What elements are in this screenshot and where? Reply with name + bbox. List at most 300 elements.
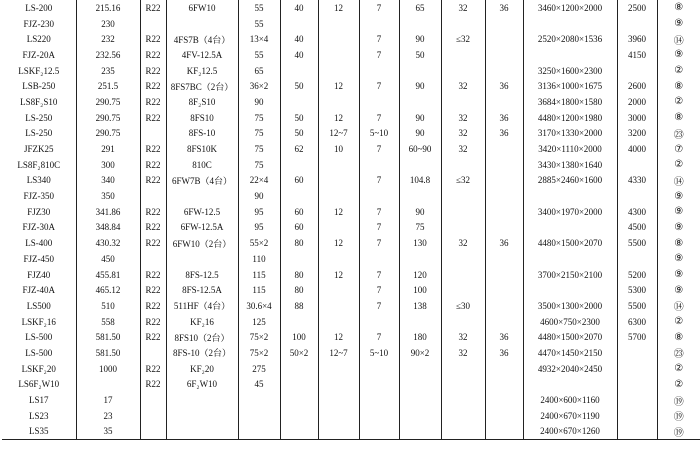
model-cell: LS-250 (2, 126, 76, 142)
col7-cell (318, 298, 359, 314)
col6-cell (280, 377, 318, 393)
col9-cell: 130 (399, 235, 441, 251)
capacity-cell: 35 (76, 424, 140, 440)
col9-cell: 100 (399, 282, 441, 298)
dimensions-cell: 3700×2150×2100 (523, 267, 617, 283)
model-cell: LS-500 (2, 345, 76, 361)
col10-cell (441, 94, 485, 110)
col9-cell: 138 (399, 298, 441, 314)
table-row (2, 141, 700, 157)
col9-cell (399, 16, 441, 32)
table-body (2, 0, 700, 440)
col7-cell (318, 16, 359, 32)
refrigerant-cell (140, 16, 166, 32)
model-cell: LS-250 (2, 110, 76, 126)
compressor-cell: 8FS-12.5 (166, 267, 238, 283)
col7-cell (318, 282, 359, 298)
col11-cell: 36 (485, 126, 523, 142)
col10-cell (441, 63, 485, 79)
col6-cell (280, 188, 318, 204)
weight-cell: 4000 (617, 141, 657, 157)
refrigerant-cell: R22 (140, 110, 166, 126)
note-cell: ⑭ (673, 176, 684, 188)
table-row (2, 78, 700, 94)
col6-cell (280, 16, 318, 32)
note-cell: ⑨ (674, 253, 684, 265)
capacity-cell: 340 (76, 173, 140, 189)
compressor-cell: 6FW-12.5A (166, 220, 238, 236)
col10-cell (441, 47, 485, 63)
table-row (2, 298, 700, 314)
col11-cell (485, 220, 523, 236)
col6-cell (280, 94, 318, 110)
col10-cell: ≤32 (441, 31, 485, 47)
capacity-cell: 17 (76, 392, 140, 408)
col11-cell (485, 47, 523, 63)
compressor-cell: 511HF（4台） (166, 298, 238, 314)
col9-cell (399, 377, 441, 393)
model-cell: FJZ-30A (2, 220, 76, 236)
note-cell: ⑲ (657, 424, 700, 440)
col7-cell: 12 (318, 204, 359, 220)
model-cell: FJZ-20A (2, 47, 76, 63)
weight-cell (617, 408, 657, 424)
table-row (2, 126, 700, 142)
col6-cell (280, 63, 318, 79)
table-row (2, 345, 700, 361)
col8-cell: 7 (359, 267, 399, 283)
col10-cell: 32 (441, 0, 485, 16)
col8-cell (359, 314, 399, 330)
power-cell: 115 (238, 267, 280, 283)
capacity-cell: 350 (76, 188, 140, 204)
power-cell: 45 (238, 377, 280, 393)
col11-cell (485, 377, 523, 393)
power-cell: 30.6×4 (238, 298, 280, 314)
weight-cell (617, 361, 657, 377)
weight-cell: 3960 (617, 31, 657, 47)
table-row (2, 157, 700, 173)
col11-cell (485, 314, 523, 330)
compressor-cell: 6FW10 (166, 0, 238, 16)
col6-cell (280, 157, 318, 173)
weight-cell: 5300 (617, 282, 657, 298)
compressor-cell: 6F₂W10 (166, 377, 238, 393)
dimensions-cell: 3460×1200×2000 (523, 0, 617, 16)
compressor-cell: 8F₂S10 (166, 94, 238, 110)
refrigerant-cell (140, 408, 166, 424)
refrigerant-cell: R22 (140, 31, 166, 47)
dimensions-cell: 3250×1600×2300 (523, 63, 617, 79)
weight-cell: 3200 (617, 126, 657, 142)
col10-cell (441, 157, 485, 173)
table-row (2, 377, 700, 393)
weight-cell (617, 424, 657, 440)
table-row (2, 314, 700, 330)
col8-cell (359, 361, 399, 377)
col7-cell: 12 (318, 267, 359, 283)
table-row (2, 173, 700, 189)
weight-cell: 3000 (617, 110, 657, 126)
capacity-cell: 215.16 (76, 0, 140, 16)
model-cell: LS340 (2, 173, 76, 189)
col9-cell: 104.8 (399, 173, 441, 189)
model-cell: JFZK25 (2, 141, 76, 157)
capacity-cell: 232 (76, 31, 140, 47)
note-cell: ⑨ (674, 269, 684, 281)
table-row (2, 47, 700, 63)
power-cell: 22×4 (238, 173, 280, 189)
col7-cell (318, 94, 359, 110)
col8-cell: 7 (359, 47, 399, 63)
model-cell: LSKF₂12.5 (2, 63, 76, 79)
model-cell: FJZ-350 (2, 188, 76, 204)
col7-cell: 12~7 (318, 126, 359, 142)
power-cell: 75 (238, 157, 280, 173)
capacity-cell: 455.81 (76, 267, 140, 283)
col7-cell: 12 (318, 329, 359, 345)
col10-cell (441, 361, 485, 377)
model-cell: LS23 (2, 408, 76, 424)
capacity-cell: 558 (76, 314, 140, 330)
col9-cell (399, 157, 441, 173)
note-cell: ⑧ (674, 80, 684, 92)
col6-cell: 80 (280, 267, 318, 283)
capacity-cell: 341.86 (76, 204, 140, 220)
col8-cell (359, 188, 399, 204)
col7-cell (318, 157, 359, 173)
model-cell: LS-400 (2, 235, 76, 251)
col10-cell: 32 (441, 126, 485, 142)
model-cell: FJZ-40A (2, 282, 76, 298)
note-cell: ⑨ (674, 221, 684, 233)
col10-cell (441, 282, 485, 298)
table-row (2, 251, 700, 267)
col10-cell: 32 (441, 141, 485, 157)
power-cell: 65 (238, 63, 280, 79)
model-cell: LS220 (2, 31, 76, 47)
weight-cell (617, 157, 657, 173)
note-cell: ② (674, 363, 684, 375)
refrigerant-cell: R22 (140, 298, 166, 314)
note-cell: ⑨ (674, 49, 684, 61)
dimensions-cell: 3400×1970×2000 (523, 204, 617, 220)
dimensions-cell (523, 16, 617, 32)
col8-cell (359, 251, 399, 267)
col10-cell (441, 16, 485, 32)
capacity-cell: 510 (76, 298, 140, 314)
col8-cell: 7 (359, 220, 399, 236)
col11-cell (485, 251, 523, 267)
model-cell: LS8F₂810C (2, 157, 76, 173)
note-cell: ⑲ (673, 396, 684, 408)
model-cell: LS17 (2, 392, 76, 408)
note-cell: ② (674, 65, 684, 77)
refrigerant-cell: R22 (140, 314, 166, 330)
power-cell: 125 (238, 314, 280, 330)
dimensions-cell: 4480×1200×1980 (523, 110, 617, 126)
col9-cell: 65 (399, 0, 441, 16)
col7-cell: 12 (318, 78, 359, 94)
power-cell: 55 (238, 47, 280, 63)
refrigerant-cell (140, 424, 166, 440)
col10-cell: 32 (441, 345, 485, 361)
dimensions-cell: 3500×1300×2000 (523, 298, 617, 314)
col10-cell: 32 (441, 110, 485, 126)
capacity-cell: 290.75 (76, 94, 140, 110)
refrigerant-cell: R22 (140, 47, 166, 63)
model-cell: LS-200 (2, 0, 76, 16)
dimensions-cell: 4600×750×2300 (523, 314, 617, 330)
col9-cell (399, 392, 441, 408)
col10-cell (441, 188, 485, 204)
col8-cell: 7 (359, 110, 399, 126)
col11-cell (485, 31, 523, 47)
col10-cell: 32 (441, 78, 485, 94)
power-cell: 55×2 (238, 235, 280, 251)
col7-cell: 12 (318, 110, 359, 126)
col7-cell: 12 (318, 235, 359, 251)
refrigerant-cell (140, 188, 166, 204)
model-cell: FJZ-450 (2, 251, 76, 267)
col9-cell: 90 (399, 110, 441, 126)
model-cell: LS6F₂W10 (2, 377, 76, 393)
model-cell: FJZ-230 (2, 16, 76, 32)
compressor-cell: 8FS-10 (166, 126, 238, 142)
power-cell: 75×2 (238, 329, 280, 345)
model-cell: LS500 (2, 298, 76, 314)
refrigerant-cell: R22 (140, 0, 166, 16)
col8-cell (359, 16, 399, 32)
compressor-cell: 8FS10（2台） (166, 329, 238, 345)
note-cell: ⑨ (674, 206, 684, 218)
dimensions-cell: 4470×1450×2150 (523, 345, 617, 361)
col7-cell (318, 377, 359, 393)
table-row (2, 267, 700, 283)
table-row (2, 408, 700, 424)
col6-cell: 40 (280, 31, 318, 47)
col11-cell (485, 173, 523, 189)
col9-cell: 50 (399, 47, 441, 63)
col7-cell (318, 408, 359, 424)
capacity-cell: 581.50 (76, 329, 140, 345)
dimensions-cell: 2400×600×1160 (523, 392, 617, 408)
capacity-cell: 230 (76, 16, 140, 32)
compressor-cell: 8FS10 (166, 110, 238, 126)
weight-cell: 2500 (617, 0, 657, 16)
compressor-cell: 8FS10K (166, 141, 238, 157)
col8-cell: 7 (359, 235, 399, 251)
col9-cell (399, 408, 441, 424)
weight-cell: 5500 (617, 235, 657, 251)
col6-cell: 100 (280, 329, 318, 345)
col9-cell (399, 361, 441, 377)
note-cell: ㉓ (673, 129, 684, 141)
note-cell: ⑧ (674, 237, 684, 249)
capacity-cell (76, 377, 140, 393)
power-cell (238, 392, 280, 408)
power-cell: 275 (238, 361, 280, 377)
model-cell: LSB-250 (2, 78, 76, 94)
col10-cell (441, 424, 485, 440)
col10-cell: 32 (441, 329, 485, 345)
col10-cell: ≤30 (441, 298, 485, 314)
col6-cell: 88 (280, 298, 318, 314)
compressor-cell: KF₂16 (166, 314, 238, 330)
refrigerant-cell: R22 (140, 361, 166, 377)
model-cell: LS8F₂S10 (2, 94, 76, 110)
col10-cell (441, 267, 485, 283)
refrigerant-cell (140, 126, 166, 142)
weight-cell (617, 392, 657, 408)
note-cell: ⑲ (673, 412, 684, 424)
col6-cell (280, 392, 318, 408)
weight-cell (617, 16, 657, 32)
col10-cell: ≤32 (441, 173, 485, 189)
weight-cell (617, 345, 657, 361)
col9-cell (399, 188, 441, 204)
dimensions-cell (523, 188, 617, 204)
col9-cell: 90 (399, 204, 441, 220)
note-cell: ⑧ (674, 2, 684, 14)
col6-cell: 60 (280, 204, 318, 220)
dimensions-cell: 3420×1110×2000 (523, 141, 617, 157)
table-row (2, 31, 700, 47)
compressor-cell (166, 424, 238, 440)
note-cell: ⑨ (674, 284, 684, 296)
col6-cell: 40 (280, 47, 318, 63)
col11-cell (485, 188, 523, 204)
col7-cell: 10 (318, 141, 359, 157)
col10-cell (441, 377, 485, 393)
capacity-cell: 348.84 (76, 220, 140, 236)
col11-cell (485, 63, 523, 79)
weight-cell (617, 377, 657, 393)
weight-cell: 6300 (617, 314, 657, 330)
col11-cell (485, 267, 523, 283)
model-cell: LSKF₂16 (2, 314, 76, 330)
refrigerant-cell (140, 392, 166, 408)
refrigerant-cell: R22 (140, 267, 166, 283)
note-cell: ⑧ (674, 112, 684, 124)
refrigerant-cell: R22 (140, 329, 166, 345)
col11-cell (485, 94, 523, 110)
col6-cell: 62 (280, 141, 318, 157)
col7-cell (318, 314, 359, 330)
col8-cell: 7 (359, 141, 399, 157)
table-row (2, 63, 700, 79)
note-cell: ② (674, 96, 684, 108)
dimensions-cell: 4932×2040×2450 (523, 361, 617, 377)
col7-cell (318, 63, 359, 79)
capacity-cell: 430.32 (76, 235, 140, 251)
capacity-cell: 465.12 (76, 282, 140, 298)
col6-cell (280, 408, 318, 424)
col8-cell (359, 377, 399, 393)
capacity-cell: 232.56 (76, 47, 140, 63)
weight-cell: 2000 (617, 94, 657, 110)
power-cell: 55 (238, 16, 280, 32)
col8-cell (359, 94, 399, 110)
col11-cell (485, 361, 523, 377)
refrigerant-cell: R22 (140, 235, 166, 251)
dimensions-cell: 4480×1500×2070 (523, 235, 617, 251)
capacity-cell: 235 (76, 63, 140, 79)
table-row (2, 16, 700, 32)
col9-cell: 90 (399, 78, 441, 94)
col9-cell: 90×2 (399, 345, 441, 361)
power-cell: 75 (238, 110, 280, 126)
weight-cell: 5700 (617, 329, 657, 345)
col7-cell (318, 173, 359, 189)
col11-cell (485, 16, 523, 32)
col11-cell: 36 (485, 78, 523, 94)
col6-cell: 80 (280, 282, 318, 298)
power-cell (238, 424, 280, 440)
dimensions-cell: 2400×670×1260 (523, 424, 617, 440)
power-cell: 90 (238, 94, 280, 110)
power-cell: 13×4 (238, 31, 280, 47)
refrigerant-cell: R22 (140, 141, 166, 157)
col9-cell: 90 (399, 31, 441, 47)
col11-cell (485, 392, 523, 408)
col6-cell: 40 (280, 0, 318, 16)
note-cell: ⑨ (674, 18, 684, 30)
col6-cell: 50×2 (280, 345, 318, 361)
dimensions-cell (523, 220, 617, 236)
col6-cell: 50 (280, 78, 318, 94)
compressor-cell: 8FS-12.5A (166, 282, 238, 298)
col6-cell: 50 (280, 110, 318, 126)
col11-cell: 36 (485, 329, 523, 345)
table-row (2, 282, 700, 298)
col7-cell (318, 188, 359, 204)
col9-cell (399, 251, 441, 267)
power-cell: 75 (238, 126, 280, 142)
col11-cell (485, 204, 523, 220)
dimensions-cell (523, 377, 617, 393)
col9-cell: 60~90 (399, 141, 441, 157)
weight-cell: 2600 (617, 78, 657, 94)
col6-cell: 60 (280, 220, 318, 236)
note-cell: ② (674, 159, 684, 171)
col6-cell (280, 424, 318, 440)
col10-cell: 32 (441, 235, 485, 251)
refrigerant-cell: R22 (140, 94, 166, 110)
table-row (2, 188, 700, 204)
weight-cell (617, 188, 657, 204)
capacity-cell: 290.75 (76, 126, 140, 142)
compressor-cell (166, 251, 238, 267)
col9-cell (399, 314, 441, 330)
dimensions-cell (523, 47, 617, 63)
dimensions-cell: 2520×2080×1536 (523, 31, 617, 47)
dimensions-cell: 3684×1800×1580 (523, 94, 617, 110)
dimensions-cell: 4480×1500×2070 (523, 329, 617, 345)
note-cell: ⑦ (674, 143, 684, 155)
col7-cell (318, 31, 359, 47)
compressor-cell (166, 392, 238, 408)
col6-cell: 80 (280, 235, 318, 251)
table-row (2, 0, 700, 16)
power-cell (238, 408, 280, 424)
col9-cell (399, 63, 441, 79)
dimensions-cell: 3170×1330×2000 (523, 126, 617, 142)
col9-cell: 75 (399, 220, 441, 236)
compressor-cell: 6FW7B（4台） (166, 173, 238, 189)
col6-cell (280, 361, 318, 377)
power-cell: 90 (238, 188, 280, 204)
